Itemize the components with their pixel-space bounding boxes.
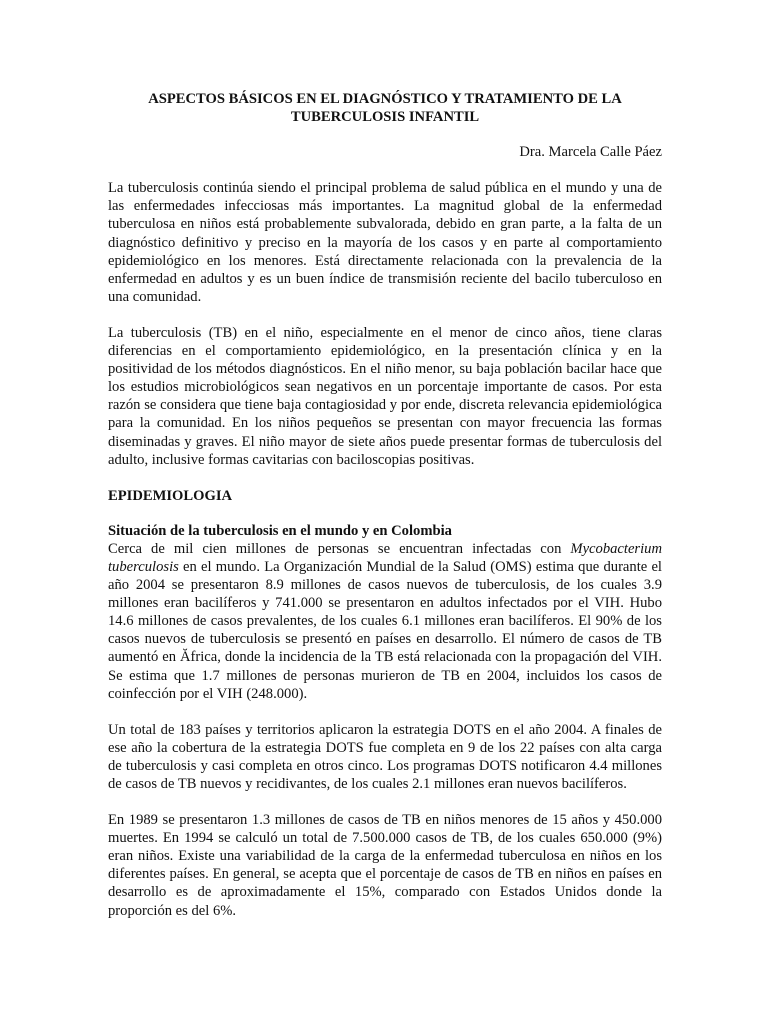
paragraph-world-situation-start: Cerca de mil cien millones de personas se encuentran infectadas con [108, 540, 571, 557]
title-line-2: TUBERCULOSIS INFANTIL [290, 109, 480, 126]
paragraph-intro: La tuberculosis continúa siendo el principal problema de salud pública en el mundo y una de las enfermedades infecciosas más importantes. La magnitud global de la enfermedad tuberculosa en niños está probablemente subvalorada, debido en gran parte, a la falta de un diagnóstico definitivo y preciso en la mayoría de los casos y en parte al comportamiento epidemiológico en los menores. Está directamente relacionada con la prevalencia de la enfermedad en adultos y es un buen índice de transmisión reciente del bacilo tuberculoso en una comunidad. [108, 180, 662, 305]
subheading-world-colombia: Situación de la tuberculosis en el mundo y en Colombia [108, 522, 452, 539]
paragraph-dots-strategy: Un total de 183 países y territorios aplicaron la estrategia DOTS en el año 2004. A finales de ese año la cobertura de la estrategia DOTS fue completa en 9 de los 22 países con alta carga de tuberculosis y casi completa en otros cinco. Los programas DOTS notificaron 4.4 millones de casos de TB nuevos y recidivantes, de los cuales 2.1 millones eran nuevos bacilíferos. [108, 721, 662, 792]
section-heading-epidemiology: EPIDEMIOLOGIA [108, 487, 233, 504]
paragraph-world-situation-rest: en el mundo. La Organización Mundial de la Salud (OMS) estima que durante el año 2004 se presentaron 8.9 millones de casos nuevos de tuberculosis, de los cuales 3.9 millones eran bacilíferos y 741.000 se presentaron en adultos infectados por el VIH. Hubo 14.6 millones de casos prevalentes, de los cuales 6.1 millones eran bacilíferos. El 90% de los casos nuevos de tuberculosis se presentó en países en desarrollo. El número de casos de TB aumentó en Ăfrica, donde la incidencia de la TB está relacionada con la propagación del VIH. Se estima que 1.7 millones de personas murieron de TB en 2004, incluidos los casos de coinfección por el VIH (248.000). [108, 558, 662, 702]
species-name-italic: Mycobacterium tuberculosis [108, 540, 662, 575]
document-title [108, 90, 662, 126]
paragraph-children-cases: En 1989 se presentaron 1.3 millones de casos de TB en niños menores de 15 años y 450.000 muertes. En 1994 se calculó un total de 7.500.000 casos de TB, de los cuales 650.000 (9%) eran niños. Existe una variabilidad de la carga de la enfermedad tuberculosa en niños en los diferentes países. En general, se acepta que el porcentaje de casos de TB en niños en países en desarrollo es de aproximadamente el 15%, comparado con Estados Unidos donde la proporción es del 6%. [108, 812, 662, 919]
author-name: Dra. Marcela Calle Páez [519, 144, 662, 161]
title-line-1: ASPECTOS BÁSICOS EN EL DIAGNÓSTICO Y TRATAMIENTO DE LA [148, 91, 622, 107]
paragraph-tb-in-children: La tuberculosis (TB) en el niño, especialmente en el menor de cinco años, tiene claras diferencias en el comportamiento epidemiológico, en la presentación clínica y en la positividad de los métodos diagnósticos. En el niño menor, su baja población bacilar hace que los estudios microbiológicos sean negativos en un porcentaje importante de casos. Por esta razón se considera que tiene baja contagiosidad y por ende, discreta relevancia epidemiológica para la comunidad. En los niños pequeños se presentan con mayor frecuencia las formas diseminadas y graves. El niño mayor de siete años puede presentar formas de tuberculosis del adulto, inclusive formas cavitarias con baciloscopias positivas. [108, 324, 662, 468]
paragraph-world-situation [108, 540, 662, 703]
